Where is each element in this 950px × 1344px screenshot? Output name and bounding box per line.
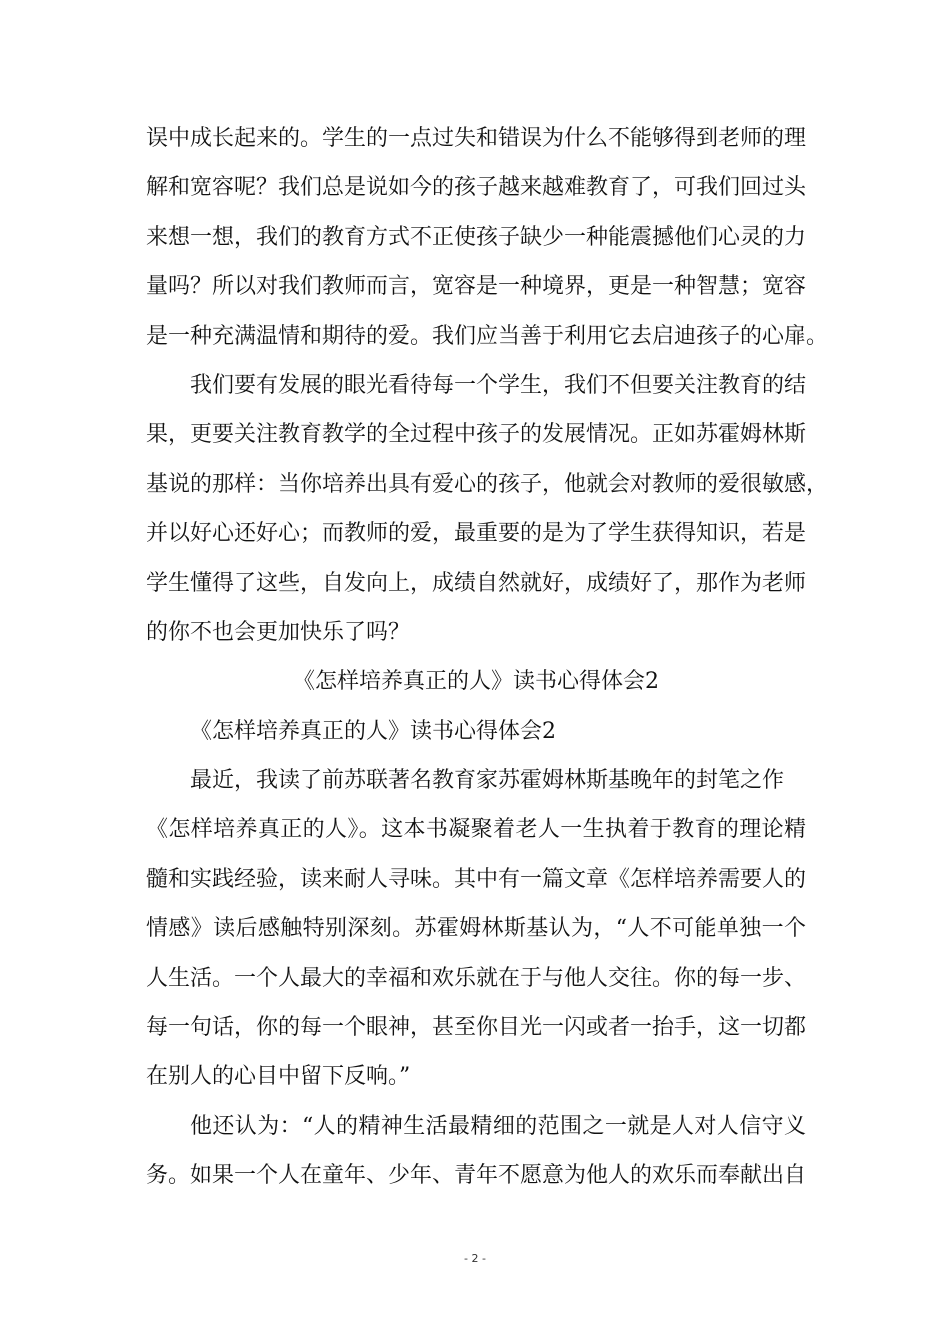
paragraph-line: 情感》读后感触特别深刻。苏霍姆林斯基认为，“人不可能单独一个: [146, 916, 806, 942]
paragraph-line: 《怎样培养真正的人》。这本书凝聚着老人一生执着于教育的理论精: [146, 817, 806, 843]
paragraph-line: 并以好心还好心；而教师的爱，最重要的是为了学生获得知识，若是: [146, 521, 807, 547]
paragraph-line: 他还认为：“人的精神生活最精细的范围之一就是人对人信守义: [190, 1113, 806, 1139]
paragraph-line: 在别人的心目中留下反响。”: [146, 1064, 411, 1090]
paragraph-line: 误中成长起来的。学生的一点过失和错误为什么不能够得到老师的理: [146, 126, 807, 151]
section-heading: 《怎样培养真正的人》读书心得体会2: [293, 669, 659, 695]
paragraph-line: 解和宽容呢？我们总是说如今的孩子越来越难教育了，可我们回过头: [146, 175, 807, 201]
paragraph-line: 人生活。一个人最大的幸福和欢乐就在于与他人交往。你的每一步、: [146, 965, 807, 991]
paragraph-line: 果，更要关注教育教学的全过程中孩子的发展情况。正如苏霍姆林斯: [146, 422, 807, 448]
paragraph-line: 最近，我读了前苏联著名教育家苏霍姆林斯基晚年的封笔之作: [190, 768, 785, 794]
page-number: - 2 -: [464, 1252, 486, 1265]
paragraph-line: 学生懂得了这些，自发向上，成绩自然就好，成绩好了，那作为老师: [146, 570, 807, 596]
document-body: [146, 114, 829, 1201]
paragraph-line: 来想一想，我们的教育方式不正使孩子缺少一种能震撼他们心灵的力: [146, 224, 807, 250]
paragraph-line: 量吗？所以对我们教师而言，宽容是一种境界，更是一种智慧；宽容: [146, 274, 807, 300]
paragraph-line: 基说的那样：当你培养出具有爱心的孩子，他就会对教师的爱很敏感，: [146, 471, 829, 497]
paragraph-line: 是一种充满温情和期待的爱。我们应当善于利用它去启迪孩子的心扉。: [146, 323, 829, 349]
paragraph-line: 我们要有发展的眼光看待每一个学生，我们不但要关注教育的结: [190, 372, 807, 398]
paragraph-line: 的你不也会更加快乐了吗？: [146, 619, 411, 645]
section-subheading: 《怎样培养真正的人》读书心得体会2: [190, 718, 556, 744]
paragraph-line: 务。如果一个人在童年、少年、青年不愿意为他人的欢乐而奉献出自: [146, 1163, 807, 1189]
paragraph-line: 每一句话，你的每一个眼神，甚至你目光一闪或者一抬手，这一切都: [146, 1015, 807, 1041]
paragraph-line: 髓和实践经验，读来耐人寻味。其中有一篇文章《怎样培养需要人的: [146, 866, 807, 892]
